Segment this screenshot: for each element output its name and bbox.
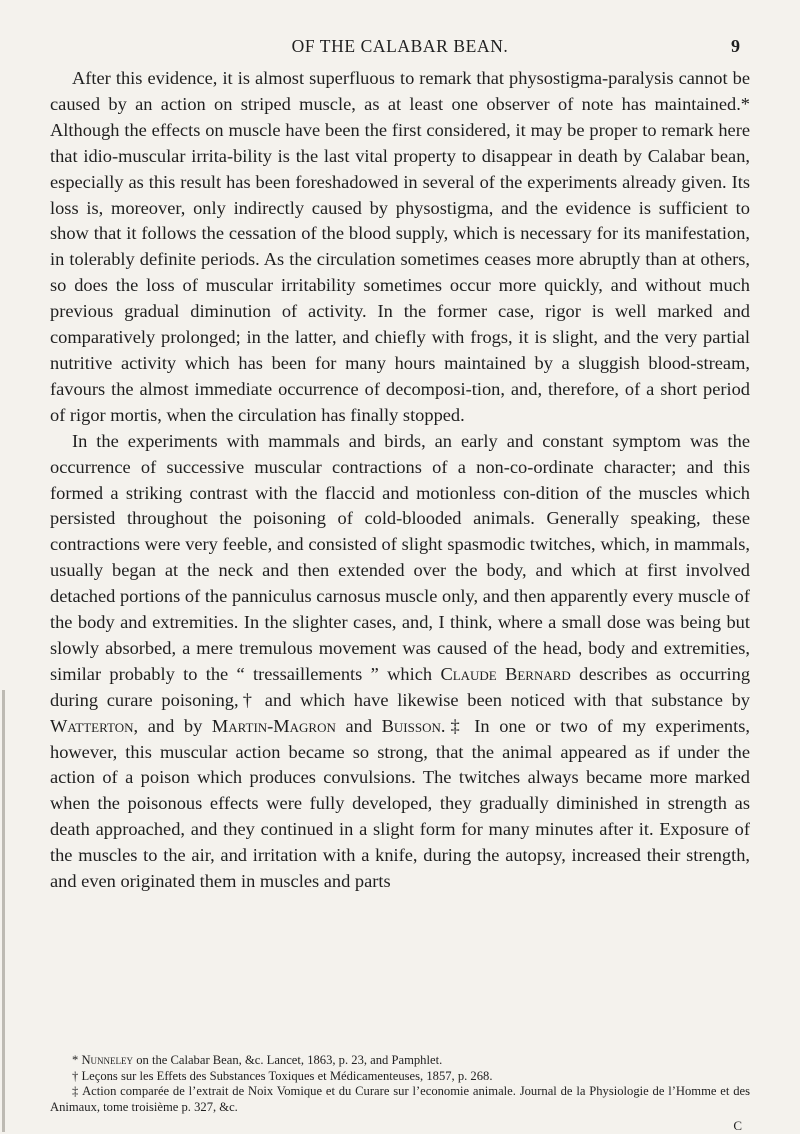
- author-name-bernard: Claude Bernard: [440, 663, 571, 684]
- paragraph-2-text-b: describes as occurring during curare poisoning,† and which have likewise been noticed with that substance by: [50, 663, 751, 710]
- signature-mark: C: [733, 1118, 742, 1133]
- footnote-1-text: on the Calabar Bean, &c. Lancet, 1863, p. 23, and Pamphlet.: [136, 1053, 443, 1067]
- footnote-3: ‡ Action comparée de l’extrait de Noix Vomique et du Curare sur l’economie animale. Journal de la Physiologie de l’Homme et des Animaux, tome troisième p. 327, &c.: [50, 1084, 750, 1115]
- footnote-1-author: Nunneley: [81, 1053, 134, 1067]
- footnote-2: † Leçons sur les Effets des Substances Toxiques et Médicamenteuses, 1857, p. 268.: [72, 1068, 493, 1083]
- page-header: [0, 36, 800, 62]
- author-name-martin-magron: Martin-Magron: [211, 715, 336, 736]
- paragraph-1: After this evidence, it is almost superfluous to remark that physostigma-paralysis cannot be caused by an action on striped muscle, as at least one observer of note has maintained.* Although the effects on muscle have been the first considered, it may be proper to remark here that idio-muscular irrita-bility is the last vital property to disappear in death by Calabar bean, especially as this result has been foreshadowed in several of the experiments already given. Its loss is, moreover, only indirectly caused by physostigma, and the evidence is sufficient to show that it follows the cessation of the blood supply, which is necessary for its manifestation, in tolerably definite periods. As the circulation sometimes ceases more abruptly than at others, so does the loss of muscular irritability sometimes occur more quickly, and without much previous gradual diminution of activity. In the former case, rigor is well marked and comparatively prolonged; in the latter, and chiefly with frogs, it is slight, and the very partial nutritive activity which has been for many hours maintained by a sluggish blood-stream, favours the almost immediate occurrence of decomposi-tion, and, therefore, of a short period of rigor mortis, when the circulation has finally stopped.: [50, 68, 750, 425]
- paragraph-2-text-d: and: [345, 715, 373, 736]
- footnotes: [50, 1053, 750, 1116]
- body-text: [50, 66, 750, 895]
- footnote-1-mark: *: [72, 1053, 79, 1067]
- paragraph-2-text-a: In the experiments with mammals and birds, an early and constant symptom was the occurrence of successive muscular contractions of a non-co-ordinate character; and this formed a striking contrast with the flaccid and motionless con-dition of the muscles which persisted throughout the poisoning of cold-blooded animals. Generally speaking, these contractions were very feeble, and consisted of slight spasmodic twitches, which, in mammals, usually began at the neck and then extended over the body, and which at first involved detached portions of the panniculus carnosus muscle only, and then apparently every muscle of the body and extremities. In the slighter cases, and, I think, where a small dose was being but slowly absorbed, a mere tremulous movement was caused of the head, body and extremities, similar probably to the “ tressaillements ” which: [50, 430, 750, 684]
- running-head: OF THE CALABAR BEAN.: [291, 36, 509, 56]
- paragraph-2-text-e: ‡ In one or two of my experiments, however, this muscular action became so strong, that the animal appeared as if under the action of a poison which produces convulsions. The twitches always became more marked when the poisonous effects were fully developed, they gradually diminished in strength as death approached, and they continued in a slight form for many minutes after it. Exposure of the muscles to the air, and irritation with a knife, during the autopsy, increased their strength, and even originated them in muscles and parts: [50, 715, 750, 892]
- author-name-buisson: Buisson.: [381, 715, 446, 736]
- page-edge-shadow: [2, 690, 5, 1132]
- footnote-1: [50, 1053, 750, 1069]
- author-name-watterton: Watterton,: [50, 715, 139, 736]
- paragraph-2-text-c: and by: [147, 715, 203, 736]
- page-number: 9: [731, 36, 740, 56]
- paragraph-2: [50, 429, 750, 895]
